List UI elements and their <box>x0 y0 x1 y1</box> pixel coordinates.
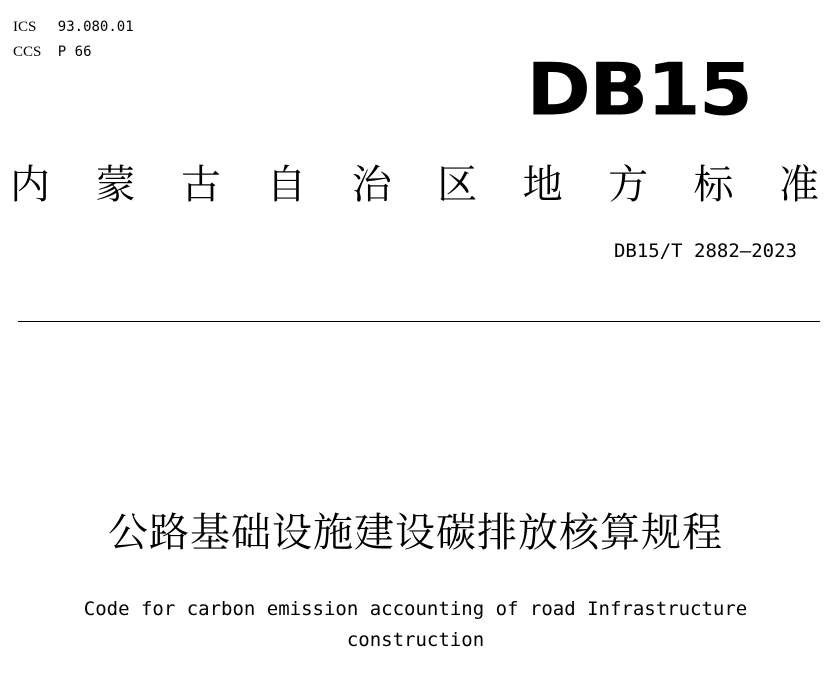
english-title-line: Code for carbon emission accounting of road Infrastructure <box>83 598 748 620</box>
region-char: 治 <box>351 162 392 208</box>
divider-line <box>18 321 820 322</box>
ccs-label: CCS <box>13 44 42 60</box>
ics-label: ICS <box>13 19 37 35</box>
ics-value: 93.080.01 <box>57 19 134 35</box>
standard-number: DB15/T 2882—2023 <box>613 240 797 262</box>
region-char: 蒙 <box>95 162 136 208</box>
english-title-line: construction <box>346 629 485 651</box>
ccs-value: P 66 <box>57 44 92 60</box>
region-char: 地 <box>522 162 563 208</box>
db-standard-logo: DB15 <box>526 49 751 133</box>
document-title-english <box>60 594 771 656</box>
region-char: 标 <box>693 162 734 208</box>
region-char: 内 <box>10 162 50 208</box>
region-char: 古 <box>180 162 221 208</box>
region-char: 区 <box>437 162 478 208</box>
region-char: 自 <box>266 162 307 208</box>
region-standard-title <box>10 160 819 210</box>
ics-code <box>13 14 134 39</box>
region-char: 准 <box>778 162 819 208</box>
ccs-code <box>13 39 134 64</box>
document-title-chinese: 公路基础设施建设碳排放核算规程 <box>108 510 723 556</box>
region-char: 方 <box>608 162 649 208</box>
classification-codes <box>13 14 134 64</box>
